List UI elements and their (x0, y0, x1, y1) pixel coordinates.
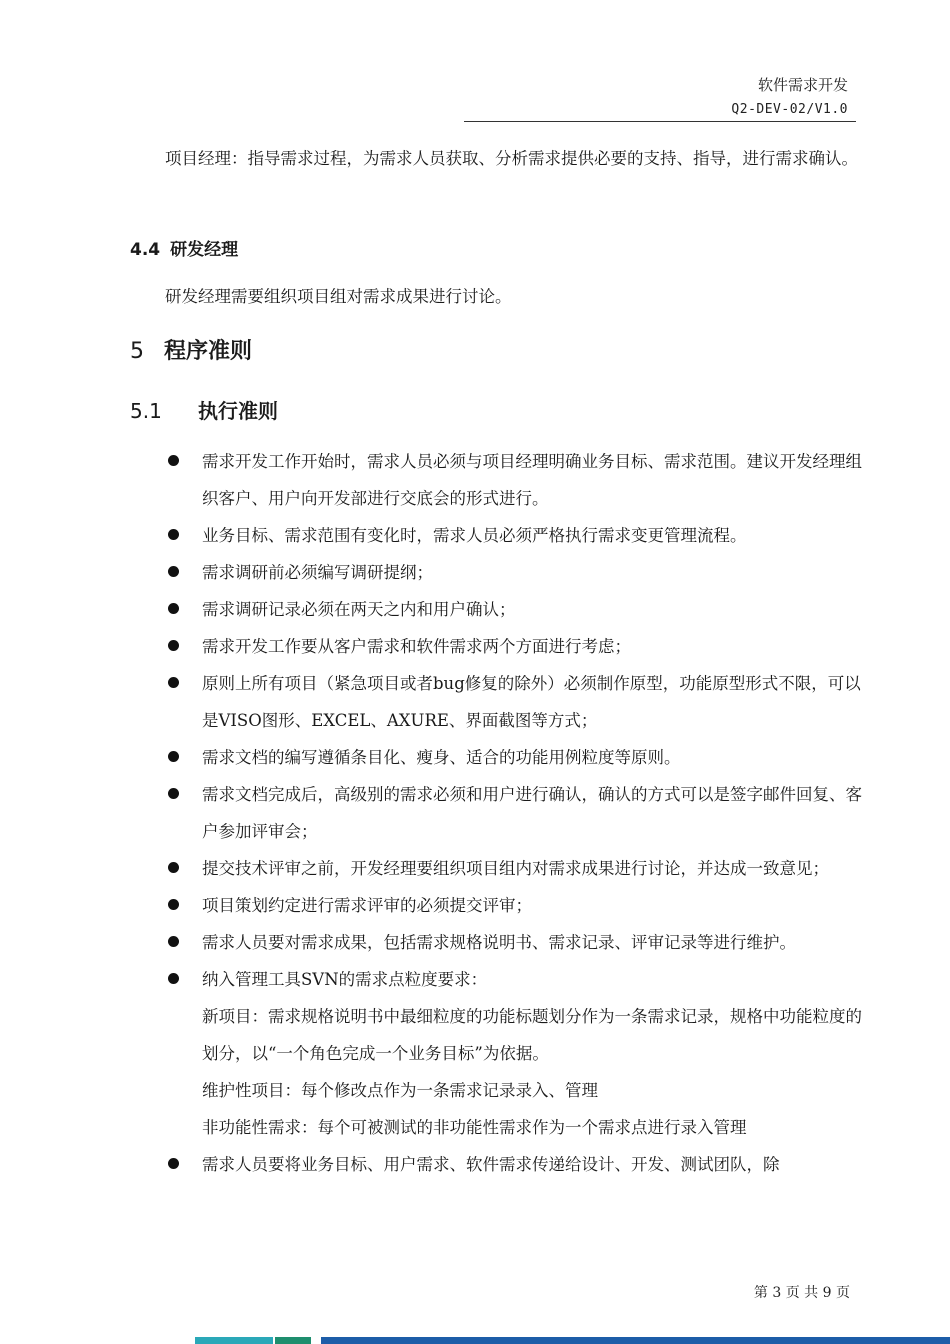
footer-accent-bar-teal (195, 1337, 273, 1344)
bullet-icon (168, 936, 179, 947)
list-item (166, 776, 866, 850)
list-item-text: 项目策划约定进行需求评审的必须提交评审； (202, 896, 532, 915)
section-4-4-heading (130, 235, 238, 260)
footer-accent-bar-green (275, 1337, 311, 1344)
list-item-text: 原则上所有项目（紧急项目或者bug修复的除外）必须制作原型，功能原型形式不限，可以是VISO图形、EXCEL、AXURE、界面截图等方式； (202, 674, 861, 730)
section-title: 执行准则 (198, 399, 278, 423)
section-number: 5 (130, 339, 144, 364)
list-item (166, 850, 866, 887)
section-5-heading (130, 334, 252, 365)
bullet-icon (168, 1158, 179, 1169)
list-item (166, 443, 866, 517)
execution-rules-list (166, 443, 866, 1183)
section-4-4-paragraph: 研发经理需要组织项目组对需求成果进行讨论。 (165, 287, 512, 306)
header-divider (464, 121, 856, 122)
list-item (166, 591, 866, 628)
header-document-code: Q2-DEV-02/V1.0 (731, 102, 848, 117)
section-5-1-heading (130, 395, 278, 424)
svn-subitem-nonfunctional: 非功能性需求：每个可被测试的非功能性需求作为一个需求点进行录入管理 (202, 1118, 747, 1137)
section-number: 4.4 (130, 240, 161, 260)
list-item (166, 517, 866, 554)
intro-paragraph: 项目经理：指导需求过程，为需求人员获取、分析需求提供必要的支持、指导，进行需求确认。 (165, 149, 858, 168)
bullet-icon (168, 455, 179, 466)
list-item (166, 924, 866, 961)
bullet-icon (168, 899, 179, 910)
list-item-text: 需求文档的编写遵循条目化、瘦身、适合的功能用例粒度等原则。 (202, 748, 681, 767)
list-item-text: 需求调研记录必须在两天之内和用户确认； (202, 600, 516, 619)
svn-subitem-new-project: 新项目：需求规格说明书中最细粒度的功能标题划分作为一条需求记录，规格中功能粒度的划分，以“一个角色完成一个业务目标”为依据。 (202, 1007, 862, 1063)
list-item-text: 业务目标、需求范围有变化时，需求人员必须严格执行需求变更管理流程。 (202, 526, 747, 545)
list-item-text: 需求文档完成后，高级别的需求必须和用户进行确认，确认的方式可以是签字邮件回复、客户参加评审会； (202, 785, 862, 841)
page-number: 第 3 页 共 9 页 (753, 1285, 850, 1301)
bullet-icon (168, 862, 179, 873)
list-item-text: 提交技术评审之前，开发经理要组织项目组内对需求成果进行讨论，并达成一致意见； (202, 859, 829, 878)
list-item-text: 需求调研前必须编写调研提纲； (202, 563, 433, 582)
bullet-icon (168, 529, 179, 540)
list-item (166, 887, 866, 924)
section-title: 程序准则 (164, 339, 253, 364)
list-item-text: 纳入管理工具SVN的需求点粒度要求： (202, 970, 488, 989)
svn-subitem-maintenance: 维护性项目：每个修改点作为一条需求记录录入、管理 (202, 1081, 598, 1100)
footer-accent-bar-blue (321, 1337, 950, 1344)
bullet-icon (168, 788, 179, 799)
list-item-text: 需求开发工作要从客户需求和软件需求两个方面进行考虑； (202, 637, 631, 656)
list-item-text: 需求人员要对需求成果，包括需求规格说明书、需求记录、评审记录等进行维护。 (202, 933, 796, 952)
list-item (166, 554, 866, 591)
list-item (166, 628, 866, 665)
bullet-icon (168, 603, 179, 614)
bullet-icon (168, 566, 179, 577)
list-item (166, 665, 866, 739)
list-item (166, 961, 866, 1146)
list-item-text: 需求人员要将业务目标、用户需求、软件需求传递给设计、开发、测试团队，除 (202, 1155, 780, 1174)
bullet-icon (168, 751, 179, 762)
list-item (166, 1146, 866, 1183)
section-title: 研发经理 (170, 240, 239, 260)
bullet-icon (168, 640, 179, 651)
list-item-text: 需求开发工作开始时，需求人员必须与项目经理明确业务目标、需求范围。建议开发经理组织客户、用户向开发部进行交底会的形式进行。 (202, 452, 862, 508)
bullet-icon (168, 677, 179, 688)
bullet-icon (168, 973, 179, 984)
section-number: 5.1 (130, 399, 162, 423)
list-item (166, 739, 866, 776)
header-document-title: 软件需求开发 (757, 76, 848, 94)
